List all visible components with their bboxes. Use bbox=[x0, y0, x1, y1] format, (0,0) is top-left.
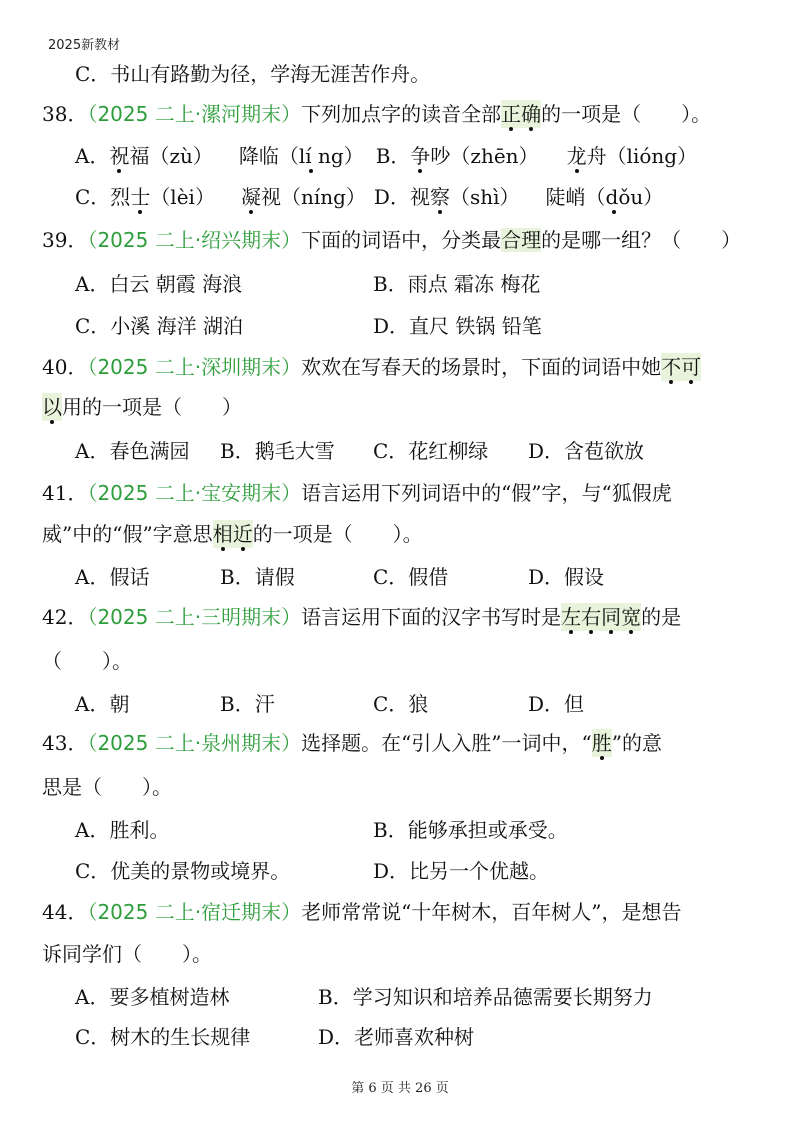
q38-c-text-2: 视（níng） bbox=[260, 185, 366, 209]
q38-options-row-2 bbox=[75, 183, 663, 211]
q42-highlight-1: 左 bbox=[561, 605, 582, 629]
q41-option-d: D．假设 bbox=[528, 565, 605, 589]
q41-stem-post: 的一项是（ ）。 bbox=[252, 522, 423, 546]
q41-option-b: B．请假 bbox=[220, 565, 295, 589]
q43-stem bbox=[42, 729, 662, 757]
header-label: 2025新教材 bbox=[48, 38, 121, 53]
q38-d-prefix: D．视 bbox=[373, 185, 430, 209]
q38-c-char-1: 士 bbox=[130, 185, 151, 209]
q39-option-c: C．小溪 海洋 湖泊 bbox=[75, 314, 244, 338]
q42-stem-pre: 语言运用下面的汉字书写时是 bbox=[301, 605, 562, 629]
q40-stem-line-2 bbox=[42, 393, 242, 421]
q44-option-c: C．树木的生长规律 bbox=[75, 1025, 251, 1049]
q38-a-char-1: 祝 bbox=[109, 144, 130, 168]
q38-source: （2025 二上·漯河期末） bbox=[87, 102, 302, 126]
q44-stem-pre: 老师常常说“十年树木，百年树人”，是想告 bbox=[301, 900, 682, 924]
q43-number: 43． bbox=[42, 731, 88, 755]
q44-option-b: B．学习知识和培养品德需要长期努力 bbox=[318, 985, 653, 1009]
q38-highlight-2: 确 bbox=[521, 102, 542, 126]
q44-number: 44． bbox=[42, 900, 88, 924]
q38-a-prefix: A． bbox=[75, 144, 110, 168]
q38-stem-pre: 下列加点字的读音全部 bbox=[301, 102, 502, 126]
q41-stem-pre: 语言运用下列词语中的“假”字，与“狐假虎 bbox=[301, 481, 672, 505]
q38-b-prefix: B． bbox=[375, 144, 411, 168]
q39-stem bbox=[42, 226, 741, 254]
q38-a-char-2: 降 bbox=[238, 144, 259, 168]
q39-source: （2025 二上·绍兴期末） bbox=[87, 228, 302, 252]
q43-option-b: B．能够承担或承受。 bbox=[373, 818, 568, 842]
q37-option-c: C．书山有路勤为径，学海无涯苦作舟。 bbox=[75, 62, 431, 86]
q38-b-text-2: 舟（lióng） bbox=[586, 144, 698, 168]
q42-highlight-2: 右 bbox=[581, 605, 602, 629]
q44-source: （2025 二上·宿迁期末） bbox=[87, 900, 302, 924]
q41-source: （2025 二上·宝安期末） bbox=[87, 481, 302, 505]
q42-option-b: B．汗 bbox=[220, 692, 275, 716]
q39-number: 39． bbox=[42, 228, 88, 252]
q38-c-char-2: 凝 bbox=[240, 185, 261, 209]
q43-stem-post: ”的意 bbox=[611, 731, 662, 755]
q42-highlight-3: 同 bbox=[601, 605, 622, 629]
q42-stem bbox=[42, 603, 681, 631]
q41-option-a: A．假话 bbox=[75, 565, 150, 589]
q44-stem bbox=[42, 898, 682, 926]
q39-option-d: D．直尺 铁锅 铅笔 bbox=[373, 314, 542, 338]
q38-number: 38． bbox=[42, 102, 88, 126]
q38-highlight-1: 正 bbox=[501, 102, 522, 126]
q39-highlight-1: 合 bbox=[501, 228, 522, 252]
q39-highlight-2: 理 bbox=[521, 228, 542, 252]
q38-stem-post: 的一项是（ ）。 bbox=[541, 102, 712, 126]
q38-c-text-1: （lèi） bbox=[150, 185, 215, 209]
q38-d-char-2: 陡 bbox=[545, 185, 566, 209]
q40-option-c: C．花红柳绿 bbox=[373, 439, 489, 463]
q38-b-char-2: 龙 bbox=[566, 144, 587, 168]
q41-highlight-2: 近 bbox=[232, 522, 253, 546]
q39-stem-pre: 下面的词语中，分类最 bbox=[301, 228, 502, 252]
q41-stem-line-2-pre: 威”中的“假”字意思 bbox=[42, 522, 213, 546]
q44-option-a: A．要多植树造林 bbox=[75, 985, 230, 1009]
q39-option-a: A．白云 朝霞 海浪 bbox=[75, 272, 243, 296]
q40-highlight-2: 可 bbox=[681, 355, 702, 379]
q43-option-d: D．比另一个优越。 bbox=[373, 859, 550, 883]
page-footer: 第 6 页 共 26 页 bbox=[351, 1081, 449, 1096]
q38-b-text-1: 吵（zhēn） bbox=[430, 144, 539, 168]
q38-options-row-1 bbox=[75, 142, 697, 170]
q39-option-b: B．雨点 霜冻 梅花 bbox=[373, 272, 541, 296]
q43-option-c: C．优美的景物或境界。 bbox=[75, 859, 291, 883]
q42-option-c: C．狼 bbox=[373, 692, 429, 716]
q44-option-d: D．老师喜欢种树 bbox=[318, 1025, 475, 1049]
q41-stem-line-2 bbox=[42, 520, 423, 548]
q40-source: （2025 二上·深圳期末） bbox=[87, 355, 302, 379]
q38-stem bbox=[42, 100, 711, 128]
q42-stem-post: 的是 bbox=[641, 605, 682, 629]
q41-highlight-1: 相 bbox=[212, 522, 233, 546]
q42-highlight-4: 宽 bbox=[621, 605, 642, 629]
q41-option-c: C．假借 bbox=[373, 565, 449, 589]
q42-option-d: D．但 bbox=[528, 692, 585, 716]
q42-option-a: A．朝 bbox=[75, 692, 130, 716]
q43-highlight-1: 胜 bbox=[591, 731, 612, 755]
q40-stem bbox=[42, 353, 701, 381]
q41-number: 41． bbox=[42, 481, 88, 505]
q39-stem-post: 的是哪一组？（ ） bbox=[541, 228, 742, 252]
q38-d-text-2: 峭（dǒu） bbox=[565, 185, 664, 209]
q42-stem-line-2: （ ）。 bbox=[42, 649, 132, 673]
q38-d-char-1: 察 bbox=[429, 185, 450, 209]
q43-source: （2025 二上·泉州期末） bbox=[87, 731, 302, 755]
q44-stem-line-2: 诉同学们（ ）。 bbox=[42, 942, 212, 966]
q40-option-d: D．含苞欲放 bbox=[528, 439, 645, 463]
q38-c-prefix: C．烈 bbox=[75, 185, 131, 209]
q43-stem-pre: 选择题。在“引人入胜”一词中，“ bbox=[301, 731, 592, 755]
q40-number: 40． bbox=[42, 355, 88, 379]
q40-highlight-1: 不 bbox=[661, 355, 682, 379]
q38-d-text-1: （shì） bbox=[449, 185, 520, 209]
q41-stem bbox=[42, 479, 672, 507]
q40-option-a: A．春色满园 bbox=[75, 439, 190, 463]
q43-option-a: A．胜利。 bbox=[75, 818, 170, 842]
q40-option-b: B．鹅毛大雪 bbox=[220, 439, 335, 463]
q40-stem-pre: 欢欢在写春天的场景时，下面的词语中她 bbox=[301, 355, 662, 379]
q38-a-text-2: 临（lí ng） bbox=[258, 144, 364, 168]
q42-number: 42． bbox=[42, 605, 88, 629]
q43-stem-line-2: 思是（ ）。 bbox=[42, 775, 172, 799]
q38-a-text-1: 福（zù） bbox=[129, 144, 213, 168]
q42-source: （2025 二上·三明期末） bbox=[87, 605, 302, 629]
q40-highlight-3: 以 bbox=[42, 395, 62, 419]
q40-stem-post: 用的一项是（ ） bbox=[62, 395, 242, 419]
q38-b-char-1: 争 bbox=[410, 144, 431, 168]
